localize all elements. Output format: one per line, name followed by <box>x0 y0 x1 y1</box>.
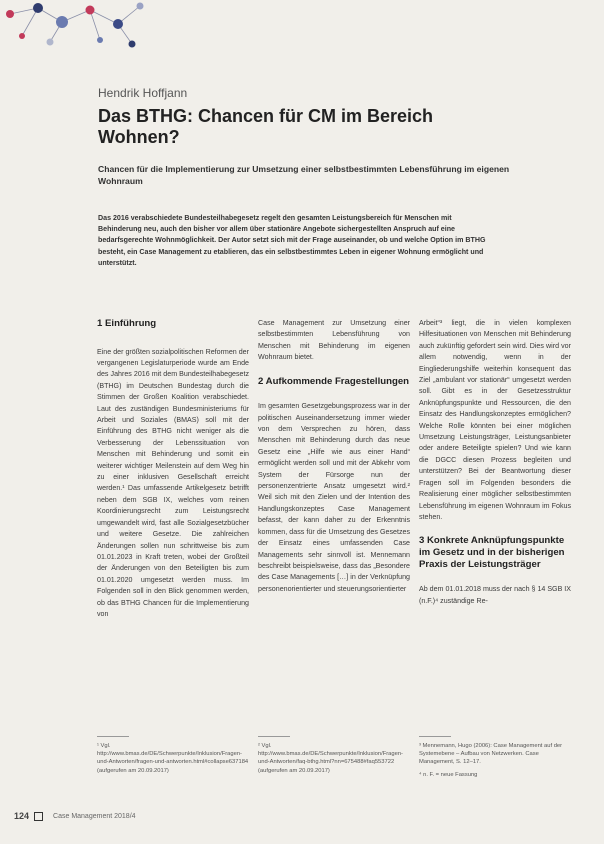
journal-name: Case Management 2018/4 <box>53 812 136 820</box>
body-paragraph: Eine der größten sozialpolitischen Reformen der vergangenen Legislaturperiode wurde am Ende des Jahres 2016 mit dem Bundesteilhabegesetz (BTHG) im Deutschen Bundestag durch die Stimmen der Großen Koalition verabschiedet. Laut des zuständigen Bundesministeriums für Arbeit und Soziales (BMAS) soll mit der Einführung des BTHG nicht weniger als die Verbesserung der Lebenssituation von Menschen mit Behinderung und somit ein weiterer wichtiger Meilenstein auf dem Weg hin zu einer inklusiven Gesellschaft erreicht werden.¹ Das umfassende Artikelgesetz betrifft neben dem SGB IX, welches vom reinen Koordinierungsrecht zum Leistungsrecht umgewandelt wird, fast alle Sozialgesetzbücher und weitere Gesetze. Die zahlreichen Änderungen sollen nun schrittweise bis zum 01.01.2023 in Kraft treten, wobei der Großteil der Änderungen von den Beteiligten bis zum 01.01.2020 umgesetzt werden muss. Im Folgenden soll in den Blick genommen werden, ob das BTHG Chancen für die Implementierung von <box>97 347 249 618</box>
footnote-rule <box>97 736 129 737</box>
footnote-column-3 <box>419 742 571 779</box>
footnote: ¹ Vgl. http://www.bmas.de/DE/Schwerpunkte/Inklusion/Fragen-und-Antworten/fragen-und-antworten.html#collapse637184 (aufgerufen am 20.09.2017) <box>97 743 249 774</box>
body-paragraph: Case Management zur Umsetzung einer selbstbestimmten Lebensführung von Menschen mit Behinderung im eigenen Wohnraum bietet. <box>258 319 410 362</box>
page-footer <box>14 811 136 821</box>
footnote-column-2 <box>258 742 410 775</box>
article-abstract: Das 2016 verabschiedete Bundesteilhabegesetz regelt den gesamten Leistungsbereich für Menschen mit Behinderung neu, auch den bisher vor allem über stationäre Angebote sichergestellten Anspruch auf eine bedarfsgerechte Wohnmöglichkeit. Der Autor setzt sich mit der Frage auseinander, ob und welche Option im BTHG besteht, ein Case Management zu etablieren, das ein selbstbestimmtes Leben in eigener Wohnung ermöglicht und unterstützt. <box>98 214 486 267</box>
text-column-2 <box>258 318 410 736</box>
text-column-1 <box>97 318 249 736</box>
molecule-graphic <box>0 0 150 50</box>
article-subtitle: Chancen für die Implementierung zur Umsetzung einer selbstbestimmten Lebensführung im eigenen Wohnraum <box>98 164 510 186</box>
footnote-rule <box>419 736 451 737</box>
footnote-column-1 <box>97 742 249 775</box>
author-name: Hendrik Hoffjann <box>98 86 188 100</box>
body-paragraph: Ab dem 01.01.2018 muss der nach § 14 SGB IX (n.F.)⁴ zuständige Re- <box>419 585 571 605</box>
footnote: ³ Mennemann, Hugo (2006): Case Management auf der Systemebene – Aufbau von Netzwerken. Case Management, S. 12–17. <box>419 743 563 766</box>
footnote-rule <box>258 736 290 737</box>
section-heading-2: 2 Aufkommende Fragestellungen <box>258 375 410 387</box>
page-number: 124 <box>14 811 30 821</box>
article-title: Das BTHG: Chancen für CM im Bereich Wohnen? <box>98 106 434 147</box>
section-heading-1: 1 Einführung <box>97 318 157 329</box>
body-paragraph: Arbeit“³ liegt, die in vielen komplexen Hilfesituationen von Menschen mit Behinderung auch zukünftig gefordert sein wird. Dies wird vor allem notwendig, wenn in der Eingliederungshilfe weiterhin konsequent das Ziel „ambulant vor stationär“ umgesetzt werden soll. Gibt es in der Gesetzesstruktur Anknüpfungspunkte und Ressourcen, die den Einsatz des Handlungskonzeptes ermöglichen? Welche Rolle könnten bei einer möglichen Umsetzung Leistungsträger, Leistungsanbieter oder andere Beteiligte spielen? Und wie kann die DGCC diesen Prozess begleiten und unterstützen? Bei der Beantwortung dieser Fragen soll im Folgenden besonders die Realisierung einer möglicher selbstbestimmten Lebensführung im eigenen Wohnraum im Fokus stehen. <box>419 319 571 521</box>
footnote: ⁴ n. F. = neue Fassung <box>419 771 478 778</box>
page-box-icon <box>34 812 43 821</box>
section-heading-3: 3 Konkrete Anknüpfungspunkte im Gesetz und in der bisherigen Praxis der Leistungsträger <box>419 535 565 570</box>
text-column-3 <box>419 318 571 718</box>
body-paragraph: Im gesamten Gesetzgebungsprozess war in der politischen Auseinandersetzung immer wieder von dem Versprechen zu hören, dass Menschen mit Behinderung durch das neue Gesetz eine „Hilfe wie aus einer Hand“ ermöglicht werden soll und mit der Abkehr vom System der Fürsorge nun der personenzentrierte Ansatz umgesetzt wird.² Weil sich mit den Zielen und der Intention des Handlungskonzeptes Case Management befasst, der kann daher zu der Erkenntnis kommen, dass für die Umsetzung des Gesetzes der Einsatz eines umfassenden Case Managements sehr sinnvoll ist. Mennemann beschreibt beispielsweise, dass das „Besondere des Case Managements […] in der Verknüpfung personenorientierter und steuerungsorientierter <box>258 402 410 593</box>
footnote: ² Vgl. http://www.bmas.de/DE/Schwerpunkte/Inklusion/Fragen-und-Antworten/faq-bthg.html?nn=675488#faq553722 (aufgerufen am 20.09.2017) <box>258 743 403 774</box>
